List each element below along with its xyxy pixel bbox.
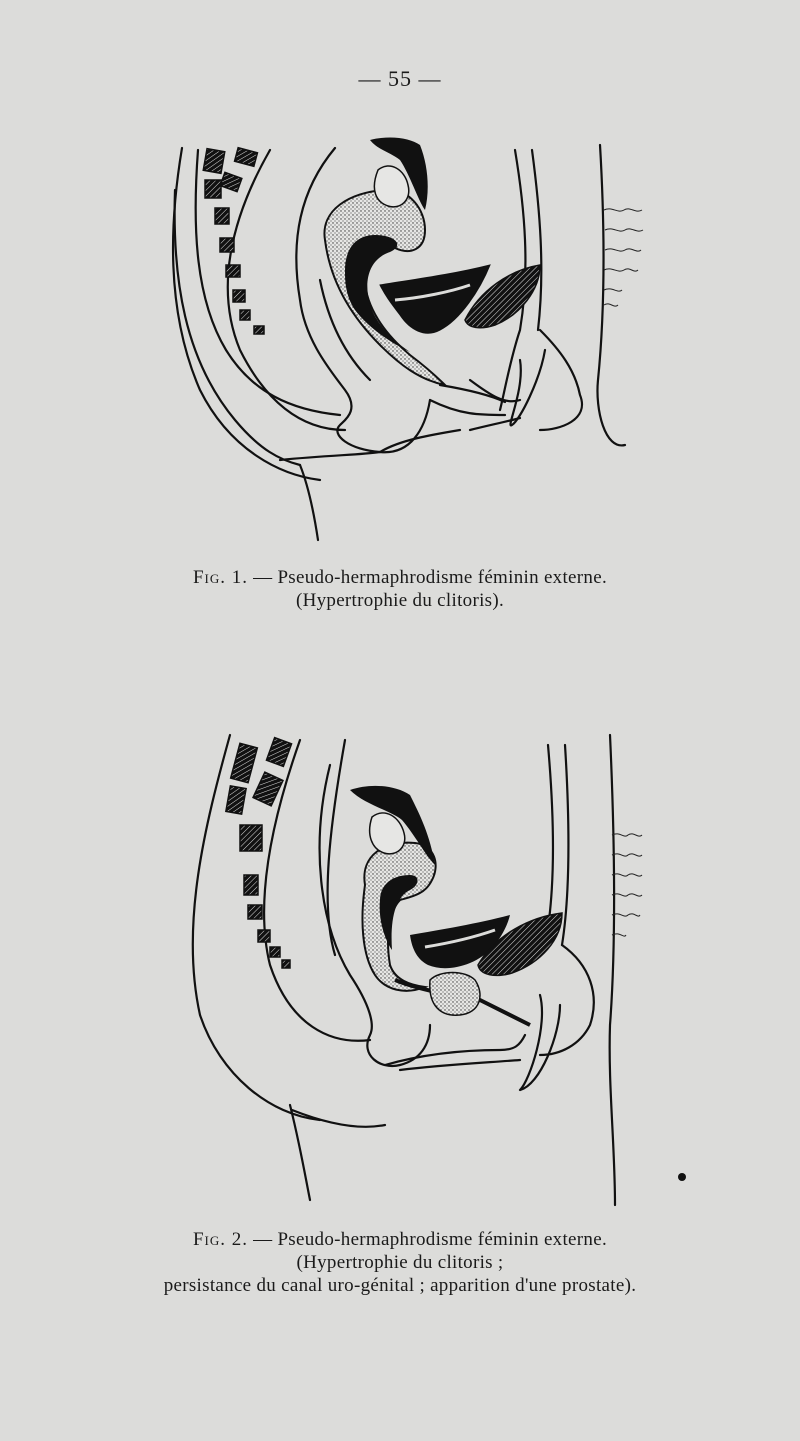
figure-1-caption-line-2: (Hypertrophie du clitoris). bbox=[295, 590, 505, 611]
figure-2-caption-line-2: (Hypertrophie du clitoris ; bbox=[296, 1252, 504, 1273]
figure-2-caption bbox=[0, 1228, 800, 1297]
figure-1-illustration bbox=[0, 130, 800, 550]
figure-1-caption-line-1: — Pseudo-hermaphrodisme féminin externe. bbox=[253, 567, 608, 588]
page-number: — 55 — bbox=[358, 66, 442, 91]
figure-2-caption-line-1: — Pseudo-hermaphrodisme féminin externe. bbox=[253, 1229, 608, 1250]
figure-2-illustration bbox=[0, 725, 800, 1215]
figure-2-label: Fig. 2. bbox=[192, 1229, 249, 1250]
figure-2-caption-line-3: persistance du canal uro-génital ; apparition d'une prostate). bbox=[163, 1275, 637, 1296]
figure-1-caption bbox=[0, 566, 800, 612]
figure-1-label: Fig. 1. bbox=[192, 567, 249, 588]
